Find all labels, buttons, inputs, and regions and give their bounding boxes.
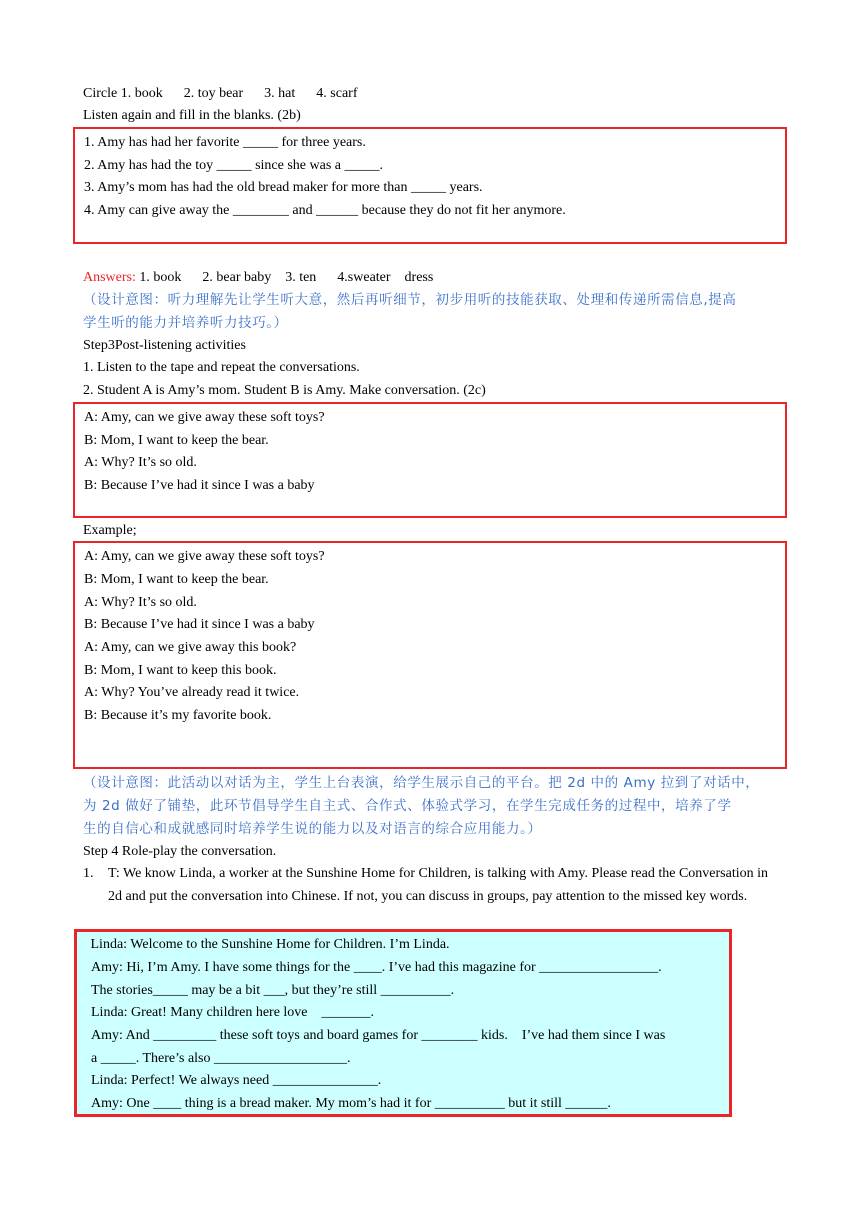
- blank-item: 1. Amy has had her favorite _____ for three years.: [84, 135, 366, 150]
- dialogue-line: The stories_____ may be a bit ___, but they’re still __________.: [91, 983, 455, 998]
- note-line: （设计意图：听力理解先让学生听大意，然后再听细节，初步用听的技能获取、处理和传递所需信息,提高: [83, 292, 737, 308]
- dialogue-line: B: Mom, I want to keep this book.: [84, 663, 277, 678]
- dialogue-line: Linda: Great! Many children here love _______.: [91, 1005, 375, 1020]
- dialogue-line: B: Mom, I want to keep the bear.: [84, 433, 269, 448]
- dialogue-line: A: Why? It’s so old.: [84, 455, 197, 470]
- conversation-box: [73, 402, 787, 518]
- step3-item-2: 2. Student A is Amy’s mom. Student B is Amy. Make conversation. (2c): [83, 383, 486, 398]
- blank-item: 4. Amy can give away the ________ and ______ because they do not fit her anymore.: [84, 203, 566, 218]
- design-note-1: [83, 289, 737, 335]
- blank-item: 3. Amy’s mom has had the old bread maker for more than _____ years.: [84, 180, 483, 195]
- dialogue-line: B: Because I’ve had it since I was a baby: [84, 478, 315, 493]
- design-note-2: [83, 772, 759, 841]
- step4-heading: Step 4 Role-play the conversation.: [83, 844, 277, 859]
- note-line: 学生听的能力并培养听力技巧。）: [83, 315, 288, 331]
- dialogue-line: A: Why? It’s so old.: [84, 595, 197, 610]
- answers-text: 1. book 2. bear baby 3. ten 4.sweater dress: [135, 270, 434, 285]
- note-line: 为 2d 做好了铺垫，此环节倡导学生自主式、合作式、体验式学习，在学生完成任务的过程中，培养了学: [83, 798, 732, 814]
- item-number: 1.: [83, 866, 94, 881]
- answers-label: Answers:: [83, 270, 136, 285]
- note-line: （设计意图：此活动以对话为主，学生上台表演，给学生展示自己的平台。把 2d 中的 Amy 拉到了对话中，: [83, 775, 760, 791]
- example-conversation-box: [73, 541, 787, 769]
- step3-item-1: 1. Listen to the tape and repeat the conversations.: [83, 360, 360, 375]
- answers-line: [83, 269, 433, 287]
- dialogue-line: a _____. There’s also ___________________.: [91, 1051, 351, 1066]
- step3-heading: Step3Post-listening activities: [83, 338, 246, 353]
- dialogue-line: Linda: Welcome to the Sunshine Home for Children. I’m Linda.: [87, 937, 450, 952]
- circle-line: Circle 1. book 2. toy bear 3. hat 4. scarf: [83, 86, 358, 101]
- listen-again-instruction: Listen again and fill in the blanks. (2b): [83, 108, 301, 123]
- step4-item-1: [83, 863, 773, 931]
- dialogue-line: A: Why? You’ve already read it twice.: [84, 685, 300, 700]
- dialogue-line: A: Amy, can we give away these soft toys?: [84, 410, 325, 425]
- dialogue-line: A: Amy, can we give away these soft toys?: [84, 549, 325, 564]
- dialogue-line: B: Mom, I want to keep the bear.: [84, 572, 269, 587]
- item-text: T: We know Linda, a worker at the Sunshine Home for Children, is talking with Amy. Please read the Conversation in 2d and put the conversation into Chinese. If not, you can discuss in groups, pay attention to the missed key words.: [108, 866, 768, 904]
- dialogue-line: A: Amy, can we give away this book?: [84, 640, 297, 655]
- dialogue-line: Linda: Perfect! We always need _______________.: [91, 1073, 382, 1088]
- blank-item: 2. Amy has had the toy _____ since she was a _____.: [84, 158, 384, 173]
- dialogue-line: B: Because it’s my favorite book.: [84, 708, 272, 723]
- role-play-box: [74, 929, 732, 1117]
- dialogue-line: Amy: One ____ thing is a bread maker. My mom’s had it for __________ but it still ______.: [91, 1096, 611, 1111]
- note-line: 生的自信心和成就感同时培养学生说的能力以及对语言的综合应用能力。）: [83, 821, 542, 837]
- example-label: Example;: [83, 523, 137, 538]
- dialogue-line: Amy: And _________ these soft toys and board games for ________ kids. I’ve had them since I was: [91, 1028, 666, 1043]
- dialogue-line: Amy: Hi, I’m Amy. I have some things for the ____. I’ve had this magazine for _________________.: [91, 960, 662, 975]
- dialogue-line: B: Because I’ve had it since I was a baby: [84, 617, 315, 632]
- fill-blanks-box: [73, 127, 787, 244]
